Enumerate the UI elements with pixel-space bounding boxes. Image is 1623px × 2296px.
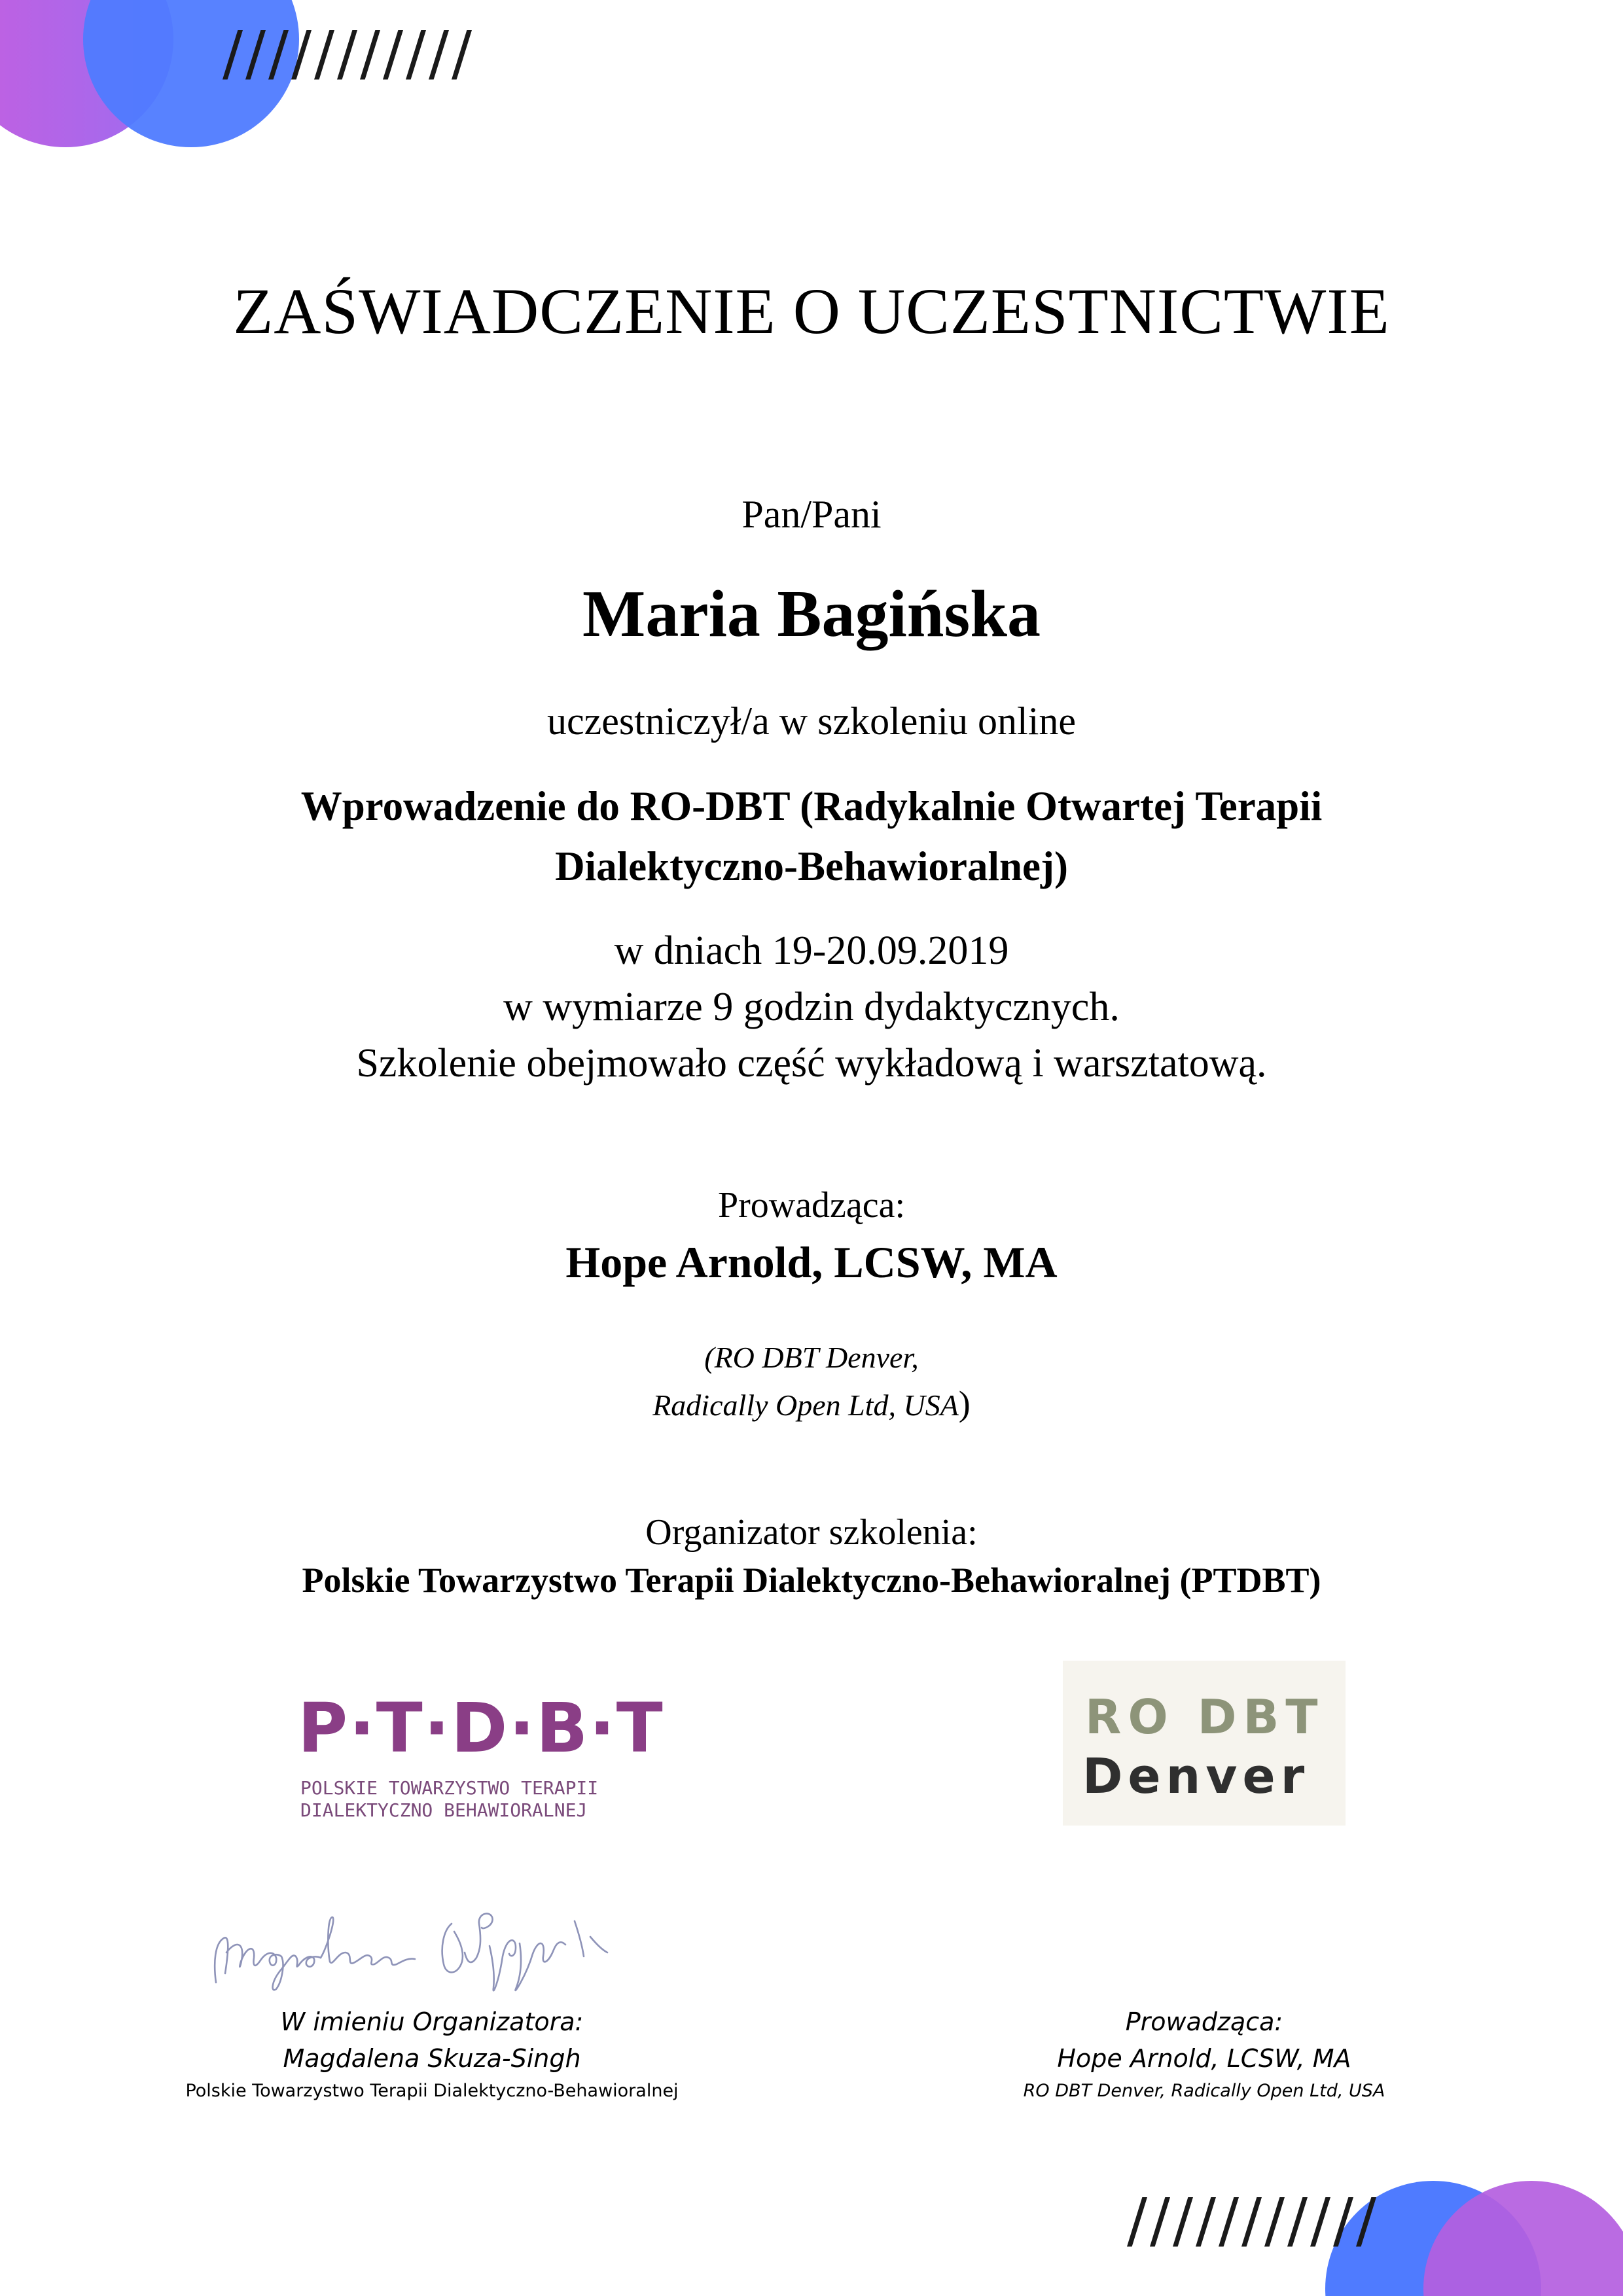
trainer-affiliation-close: )	[958, 1384, 971, 1423]
right-signer-role-text: Prowadząca:	[1125, 2007, 1283, 2036]
rodbt-logo-line2: Denver	[1082, 1748, 1310, 1805]
right-signer-org	[916, 2081, 1492, 2101]
left-signer-role-text: W imieniu Organizatora:	[280, 2007, 584, 2036]
handwritten-signature	[208, 1884, 614, 2002]
trainer-affiliation-line1: (RO DBT Denver,	[704, 1341, 919, 1374]
left-signer-name-text: Magdalena Skuza-Singh	[283, 2044, 581, 2073]
course-dates: w dniach 19-20.09.2019	[614, 928, 1009, 973]
course-title-line2: Dialektyczno-Behawioralnej)	[555, 843, 1068, 889]
participant-name: Maria Bagińska	[582, 577, 1041, 651]
course-scope: Szkolenie obejmowało część wykładową i warsztatową.	[356, 1041, 1267, 1086]
organizer-name: Polskie Towarzystwo Terapii Dialektyczno-Behawioralnej (PTDBT)	[302, 1561, 1321, 1600]
left-signer-role	[118, 2007, 746, 2036]
right-signer-name-text: Hope Arnold, LCSW, MA	[1057, 2044, 1351, 2073]
ptdbt-logo-letters: P·T·D·B·T	[298, 1688, 664, 1768]
salutation: Pan/Pani	[741, 493, 882, 536]
trainer-label: Prowadząca:	[717, 1185, 906, 1226]
rodbt-logo-line1: RO DBT	[1085, 1689, 1325, 1744]
trainer-name: Hope Arnold, LCSW, MA	[565, 1237, 1058, 1287]
course-hours: w wymiarze 9 godzin dydaktycznych.	[503, 985, 1120, 1029]
rodbt-denver-logo	[1063, 1661, 1346, 1826]
ptdbt-logo-line1: POLSKIE TOWARZYSTWO TERAPII	[300, 1777, 599, 1799]
trainer-affiliation-line2	[0, 1383, 1623, 1424]
ptdbt-logo-line2: DIALEKTYCZNO BEHAWIORALNEJ	[300, 1799, 588, 1821]
certificate-title: ZAŚWIADCZENIE O UCZESTNICTWIE	[233, 275, 1390, 347]
ptdbt-logo	[298, 1688, 664, 1821]
organizer-label: Organizator szkolenia:	[645, 1512, 978, 1553]
trainer-affiliation-text: Radically Open Ltd, USA	[652, 1388, 959, 1422]
left-signer-name	[118, 2044, 746, 2073]
participation-statement: uczestniczył/a w szkoleniu online	[546, 699, 1077, 743]
decorative-slashes-top: ///////////	[223, 18, 474, 88]
decorative-slashes-bottom: ///////////	[1127, 2185, 1379, 2255]
left-signer-org: Polskie Towarzystwo Terapii Dialektyczno-Behawioralnej	[185, 2081, 679, 2101]
right-signer-role	[916, 2007, 1492, 2036]
right-signer-name	[916, 2044, 1492, 2073]
course-title-line1: Wprowadzenie do RO-DBT (Radykalnie Otwartej Terapii	[300, 783, 1323, 829]
right-signer-org-text: RO DBT Denver, Radically Open Ltd, USA	[1023, 2081, 1385, 2101]
